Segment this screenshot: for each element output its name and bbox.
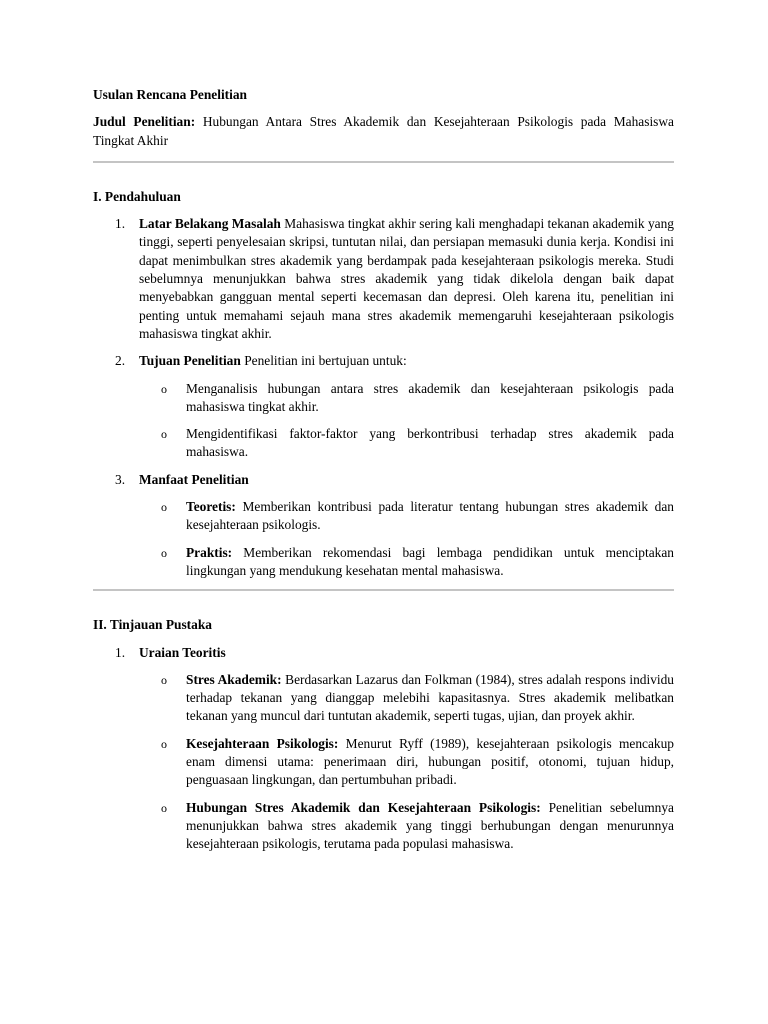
section-heading-pendahuluan: I. Pendahuluan <box>93 188 181 204</box>
bullet-marker: o <box>161 500 167 515</box>
section-divider <box>93 589 674 591</box>
bullet-item <box>139 425 674 462</box>
bullet-text: Memberikan kontribusi pada literatur tentang hubungan stres akademik dan kesejahteraan psikologis. <box>186 499 674 533</box>
bullet-marker: o <box>161 672 167 687</box>
bullet-item <box>139 799 674 854</box>
bullet-marker: o <box>161 545 167 560</box>
bullet-label: Praktis: <box>186 544 233 560</box>
item-text: Mahasiswa tingkat akhir sering kali menghadapi tekanan akademik yang tinggi, seperti penyelesaian skripsi, tuntutan nilai, dan persiapan memasuki dunia kerja. Kondisi ini dapat menimbulkan stres akademik yang berdampak pada kesejahteraan psikologis mereka. Studi sebelumnya menunjukkan bahwa stres akademik yang tidak dikelola dengan baik dapat menyebabkan gangguan mental seperti kecemasan dan depresi. Oleh karena itu, penelitian ini penting untuk memahami sejauh mana stres akademik memengaruhi kesejahteraan psikologis mahasiswa tingkat akhir. <box>139 216 674 341</box>
bullet-text: Menurut Ryff (1989), kesejahteraan psikologis mencakup enam dimensi utama: penerimaan diri, hubungan positif, otonomi, tujuan hidup, penguasaan lingkungan, dan pertumbuhan pribadi. <box>186 735 674 788</box>
item-label: Tujuan Penelitian <box>139 353 241 369</box>
bullet-item <box>139 380 674 417</box>
manfaat-bullets <box>139 498 674 580</box>
pendahuluan-list <box>93 215 674 580</box>
list-item-manfaat <box>93 471 674 580</box>
list-number: 3. <box>115 471 126 487</box>
list-item-latar-belakang <box>93 215 674 343</box>
document-page <box>93 86 674 863</box>
research-title <box>93 113 674 150</box>
section-heading-tinjauan-pustaka: II. Tinjauan Pustaka <box>93 617 212 633</box>
bullet-text: Memberikan rekomendasi bagi lembaga pendidikan untuk menciptakan lingkungan yang mendukung kesehatan mental mahasiswa. <box>186 544 674 578</box>
item-label: Manfaat Penelitian <box>139 471 249 487</box>
bullet-text: Menganalisis hubungan antara stres akademik dan kesejahteraan psikologis pada mahasiswa tingkat akhir. <box>186 380 674 414</box>
list-item-tujuan <box>93 352 674 461</box>
bullet-text: Penelitian sebelumnya menunjukkan bahwa stres akademik yang tinggi berhubungan dengan menurunnya kesejahteraan psikologis, terutama pada populasi mahasiswa. <box>186 799 674 852</box>
research-title-label: Judul Penelitian: <box>93 114 196 130</box>
tujuan-bullets <box>139 380 674 462</box>
research-title-text: Hubungan Antara Stres Akademik dan Kesejahteraan Psikologis pada Mahasiswa Tingkat Akhir <box>93 114 674 148</box>
uraian-bullets <box>139 671 674 854</box>
bullet-item <box>139 498 674 535</box>
bullet-label: Stres Akademik: <box>186 671 282 687</box>
section-divider <box>93 161 674 163</box>
tinjauan-list <box>93 644 674 854</box>
bullet-marker: o <box>161 800 167 815</box>
bullet-label: Kesejahteraan Psikologis: <box>186 735 339 751</box>
item-label: Latar Belakang Masalah <box>139 216 281 232</box>
bullet-marker: o <box>161 736 167 751</box>
bullet-label: Hubungan Stres Akademik dan Kesejahteraan Psikologis: <box>186 799 541 815</box>
bullet-marker: o <box>161 381 167 396</box>
list-number: 2. <box>115 353 126 369</box>
list-number: 1. <box>115 644 126 660</box>
item-text: Penelitian ini bertujuan untuk: <box>244 353 407 369</box>
bullet-item <box>139 671 674 726</box>
list-number: 1. <box>115 216 126 232</box>
list-item-uraian-teoritis <box>93 644 674 854</box>
bullet-text: Berdasarkan Lazarus dan Folkman (1984), stres adalah respons individu terhadap tekanan yang dianggap melebihi kapasitasnya. Stres akademik melibatkan tekanan yang muncul dari tuntutan akademik, seperti tugas, ujian, dan proyek akhir. <box>186 671 674 724</box>
bullet-item <box>139 735 674 790</box>
bullet-text: Mengidentifikasi faktor-faktor yang berkontribusi terhadap stres akademik pada mahasiswa. <box>186 426 674 460</box>
bullet-item <box>139 544 674 581</box>
item-label: Uraian Teoritis <box>139 644 226 660</box>
document-title: Usulan Rencana Penelitian <box>93 87 248 102</box>
bullet-label: Teoretis: <box>186 499 236 515</box>
bullet-marker: o <box>161 427 167 442</box>
